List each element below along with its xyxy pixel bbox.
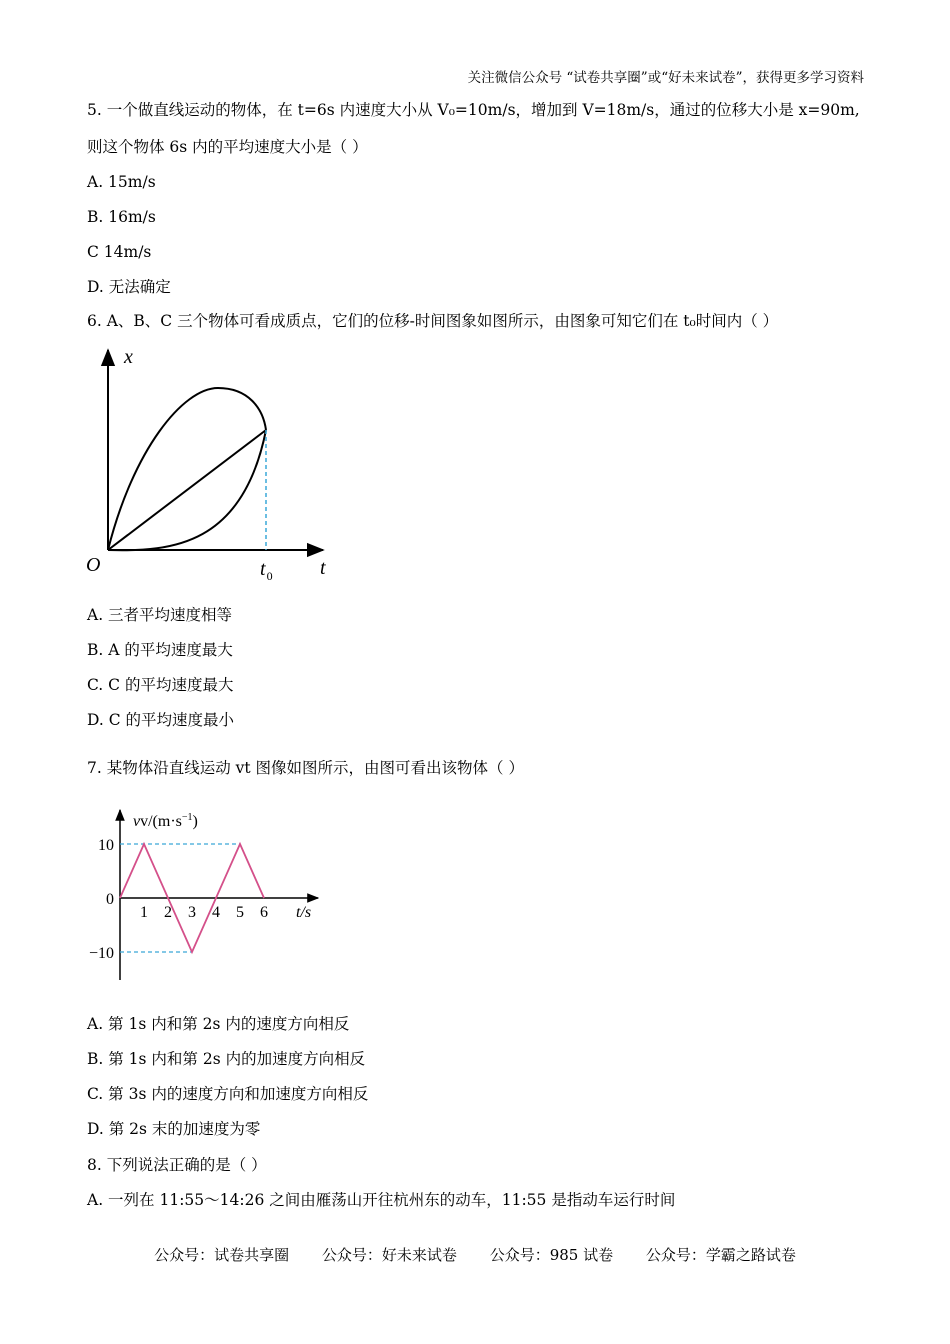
footer-item: 公众号：985 试卷 [489, 1246, 614, 1264]
q7-x-tick-label: 5 [236, 904, 244, 921]
q7-x-tick-label: 4 [212, 904, 220, 921]
q6-option-b: B. A 的平均速度最大 [87, 641, 233, 659]
q8-option-a: A. 一列在 11:55～14:26 之间由雁荡山开往杭州东的动车，11:55 是指动车运行时间 [87, 1191, 676, 1209]
q6-xt-graph [78, 340, 348, 590]
q5-option-c: C 14m/s [87, 243, 152, 261]
q6-option-d: D. C 的平均速度最小 [87, 711, 235, 729]
q5-option-a: A. 15m/s [87, 173, 156, 191]
q6-line-b [108, 430, 266, 550]
q7-y-tick-label: 0 [106, 891, 114, 908]
q7-x-axis-label: t/s [296, 904, 312, 921]
q6-option-a: A. 三者平均速度相等 [87, 606, 233, 624]
q7-y-tick-label: 10 [98, 837, 114, 854]
q5-stem-line2: 则这个物体 6s 内的平均速度大小是（ ） [87, 138, 368, 156]
q8-stem: 8. 下列说法正确的是（ ） [87, 1156, 267, 1174]
footer-item: 公众号：好未来试卷 [321, 1246, 457, 1264]
q5-option-d: D. 无法确定 [87, 278, 171, 296]
header-notice: 关注微信公众号 “试卷共享圈”或“好未来试卷”，获得更多学习资料 [467, 70, 864, 86]
q7-stem: 7. 某物体沿直线运动 vt 图像如图所示，由图可看出该物体（ ） [87, 759, 524, 777]
q6-t0-label: $t_0$ [260, 558, 273, 583]
q5-stem-line1: 5. 一个做直线运动的物体，在 t=6s 内速度大小从 V₀=10m/s，增加到 V=18m/s，通过的位移大小是 x=90m, [87, 101, 860, 119]
q6-stem: 6. A、B、C 三个物体可看成质点，它们的位移-时间图象如图所示，由图象可知它们在 t₀时间内（ ） [87, 312, 779, 330]
q7-x-tick-label: 6 [260, 904, 268, 921]
q7-option-b: B. 第 1s 内和第 2s 内的加速度方向相反 [87, 1050, 366, 1068]
q7-x-tick-label: 1 [140, 904, 148, 921]
q7-x-tick-label: 2 [164, 904, 172, 921]
q7-y-axis-label: $vv/(m\cdot s^{-1})$ [133, 812, 198, 830]
footer-item: 公众号：试卷共享圈 [154, 1246, 290, 1264]
q6-origin-label: O [86, 554, 101, 576]
q7-x-tick-label: 3 [188, 904, 196, 921]
footer-item: 公众号：学霸之路试卷 [645, 1246, 796, 1264]
q6-curve-a [108, 388, 266, 550]
q7-y-tick-label: −10 [88, 945, 114, 962]
q7-option-a: A. 第 1s 内和第 2s 内的速度方向相反 [87, 1015, 350, 1033]
q6-option-c: C. C 的平均速度最大 [87, 676, 234, 694]
q7-option-d: D. 第 2s 末的加速度为零 [87, 1120, 261, 1138]
footer [0, 1244, 950, 1265]
q7-vt-chart [78, 800, 338, 990]
q6-y-label: x [124, 346, 133, 368]
q7-option-c: C. 第 3s 内的速度方向和加速度方向相反 [87, 1085, 369, 1103]
q6-x-label: t [320, 557, 326, 579]
q5-option-b: B. 16m/s [87, 208, 156, 226]
